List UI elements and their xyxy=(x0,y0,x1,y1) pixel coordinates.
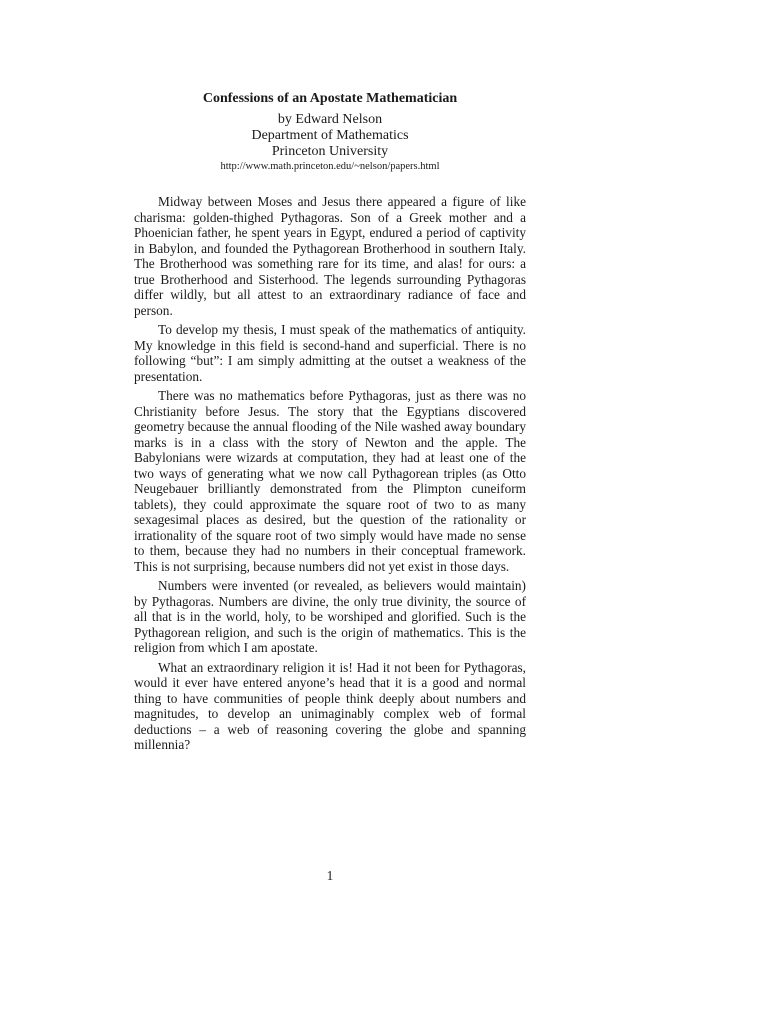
document-page xyxy=(134,90,526,883)
title-block xyxy=(134,90,526,174)
paragraph-2: To develop my thesis, I must speak of the mathematics of antiquity. My knowledge in this field is second-hand and superficial. There is no following “but”: I am simply admitting at the outset a weakness of the presentation. xyxy=(134,322,526,384)
page-number: 1 xyxy=(326,868,334,883)
paragraph-4: Numbers were invented (or revealed, as believers would maintain) by Pythagoras. Numbers are divine, the only true divinity, the source of all that is in the world, holy, to be worshiped and glorified. Such is the Pythagorean religion, and such is the origin of mathematics. This is the religion from which I am apostate. xyxy=(134,578,526,655)
paper-title: Confessions of an Apostate Mathematician xyxy=(202,91,458,106)
author-line: by Edward Nelson xyxy=(277,112,383,127)
paragraph-3: There was no mathematics before Pythagoras, just as there was no Christianity before Jesus. The story that the Egyptians discovered geometry because the annual flooding of the Nile washed away boundary marks is in a class with the story of Newton and the apple. The Babylonians were wizards at computation, they had at least one of the two ways of generating what we now call Pythagorean triples (as Otto Neugebauer brilliantly demonstrated from the Plimpton cuneiform tablets), they could approximate the square root of two to as many sexagesimal places as desired, but the question of the rationality or irrationality of the square root of two simply would have made no sense to them, because they had no numbers in their conceptual framework. This is not surprising, because numbers did not yet exist in those days. xyxy=(134,388,526,574)
paragraph-1: Midway between Moses and Jesus there appeared a figure of like charisma: golden-thighed Pythagoras. Son of a Greek mother and a Phoenician father, he spent years in Egypt, endured a period of captivity in Babylon, and founded the Pythagorean Brotherhood in southern Italy. The Brotherhood was something rare for its time, and alas! for ours: a true Brotherhood and Sisterhood. The legends surrounding Pythagoras differ wildly, but all attest to an extraordinary radiance of face and person. xyxy=(134,194,526,318)
paragraph-5: What an extraordinary religion it is! Had it not been for Pythagoras, would it ever have entered anyone’s head that it is a good and normal thing to have communities of people think deeply about numbers and magnitudes, to develop an unimaginably complex web of formal deductions – a web of reasoning covering the globe and spanning millennia? xyxy=(134,659,526,752)
paper-url: http://www.math.princeton.edu/~nelson/papers.html xyxy=(220,161,440,172)
body-text xyxy=(134,194,526,753)
department-line: Department of Mathematics xyxy=(251,128,409,143)
university-line: Princeton University xyxy=(271,144,389,159)
